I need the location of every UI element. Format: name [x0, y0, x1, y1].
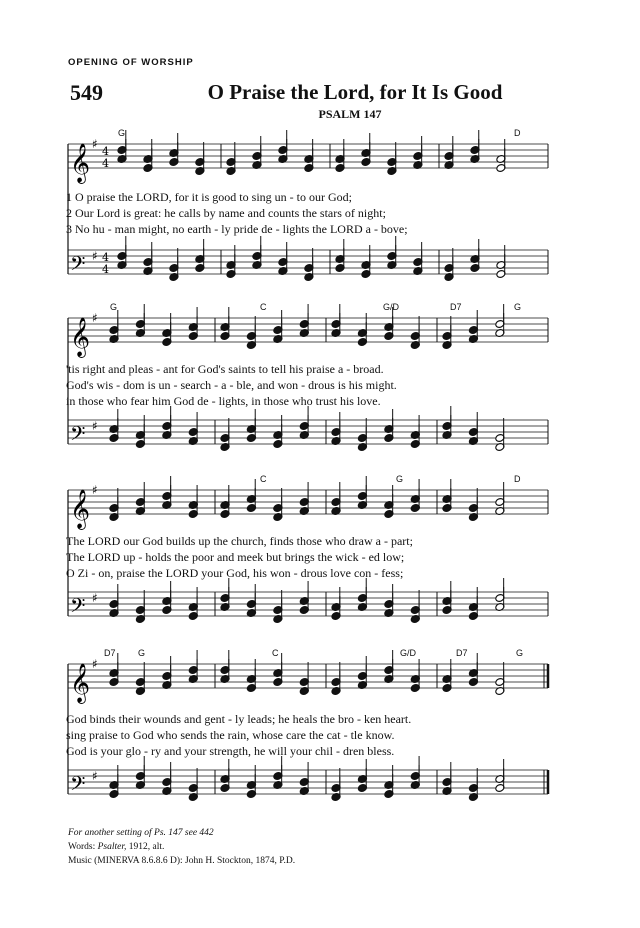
chord-symbol: C: [272, 648, 279, 658]
lyric-line-verse-3: God is your glo - ry and your strength, he will your chil - dren bless.: [66, 744, 395, 758]
time-signature: 4: [102, 263, 109, 276]
footer-music: Music (MINERVA 8.6.8.6 D): John H. Stockton, 1874, P.D.: [68, 856, 296, 866]
treble-clef: 𝄞: [70, 663, 91, 703]
words-source: Psalter,: [97, 842, 127, 852]
chord-symbol: G: [516, 648, 524, 658]
time-signature: 4: [102, 145, 109, 158]
lyric-line-verse-1: The LORD our God builds up the church, finds those who draw a - part;: [66, 534, 413, 548]
key-signature-sharp: ♯: [92, 657, 98, 671]
key-signature-sharp: ♯: [92, 769, 98, 783]
lyric-line-verse-2: sing praise to God who sends the rain, whose care the cat - tle know.: [66, 728, 395, 742]
chord-symbol: D: [514, 474, 521, 484]
chord-symbol: D: [514, 128, 521, 138]
hymn-subtitle: PSALM 147: [318, 107, 382, 121]
time-signature: 4: [102, 251, 109, 264]
lyric-line-verse-3: 3 No hu - man might, no earth - ly pride de - lights the LORD a - bove;: [66, 222, 408, 236]
key-signature-sharp: ♯: [92, 137, 98, 151]
chord-symbol: G: [118, 128, 126, 138]
treble-clef: 𝄞: [70, 317, 91, 357]
lyric-line-verse-3: in those who fear him God de - lights, in those who trust his love.: [66, 394, 381, 408]
key-signature-sharp: ♯: [92, 483, 98, 497]
lyric-line-verse-1: God binds their wounds and gent - ly leads; he heals the bro - ken heart.: [66, 712, 412, 726]
bass-clef: 𝄢: [70, 594, 86, 622]
bass-clef: 𝄢: [70, 772, 86, 800]
hymn-title: O Praise the Lord, for It Is Good: [207, 80, 503, 104]
treble-clef: 𝄞: [70, 143, 91, 183]
chord-symbol: G: [396, 474, 404, 484]
lyric-line-verse-3: O Zi - on, praise the LORD your God, his won - drous love con - fess;: [66, 566, 404, 580]
bass-clef: 𝄢: [70, 252, 86, 280]
lyric-line-verse-1: 1 O praise the LORD, for it is good to sing un - to our God;: [66, 190, 352, 204]
lyric-line-verse-2: 2 Our Lord is great: he calls by name and counts the stars of night;: [66, 206, 386, 220]
words-rest: 1912, alt.: [128, 842, 165, 852]
bass-clef: 𝄢: [70, 422, 86, 450]
lyric-line-verse-2: The LORD up - holds the poor and meek but brings the wick - ed low;: [66, 550, 405, 564]
lyric-line-verse-1: 'tis right and pleas - ant for God's saints to tell his praise a - broad.: [66, 362, 384, 376]
footer-note: For another setting of Ps. 147 see 442: [68, 828, 214, 838]
section-heading: OPENING OF WORSHIP: [68, 57, 194, 68]
chord-symbol: G: [110, 302, 118, 312]
lyric-line-verse-2: God's wis - dom is un - search - a - ble, and won - drous is his might.: [66, 378, 397, 392]
treble-clef: 𝄞: [70, 489, 91, 529]
time-signature: 4: [102, 157, 109, 170]
chord-symbol: C: [260, 302, 267, 312]
key-signature-sharp: ♯: [92, 419, 98, 433]
hymn-number: 549: [70, 80, 103, 105]
chord-symbol: G: [514, 302, 522, 312]
chord-symbol: D7: [456, 648, 468, 658]
key-signature-sharp: ♯: [92, 311, 98, 325]
chord-symbol: D7: [450, 302, 462, 312]
chord-symbol: G/D: [383, 302, 400, 312]
chord-symbol: D7: [104, 648, 116, 658]
chord-symbol: C: [260, 474, 267, 484]
chord-symbol: G/D: [400, 648, 417, 658]
key-signature-sharp: ♯: [92, 591, 98, 605]
words-label: Words:: [68, 842, 96, 852]
chord-symbol: G: [138, 648, 146, 658]
footer-words: [68, 842, 164, 852]
key-signature-sharp: ♯: [92, 249, 98, 263]
